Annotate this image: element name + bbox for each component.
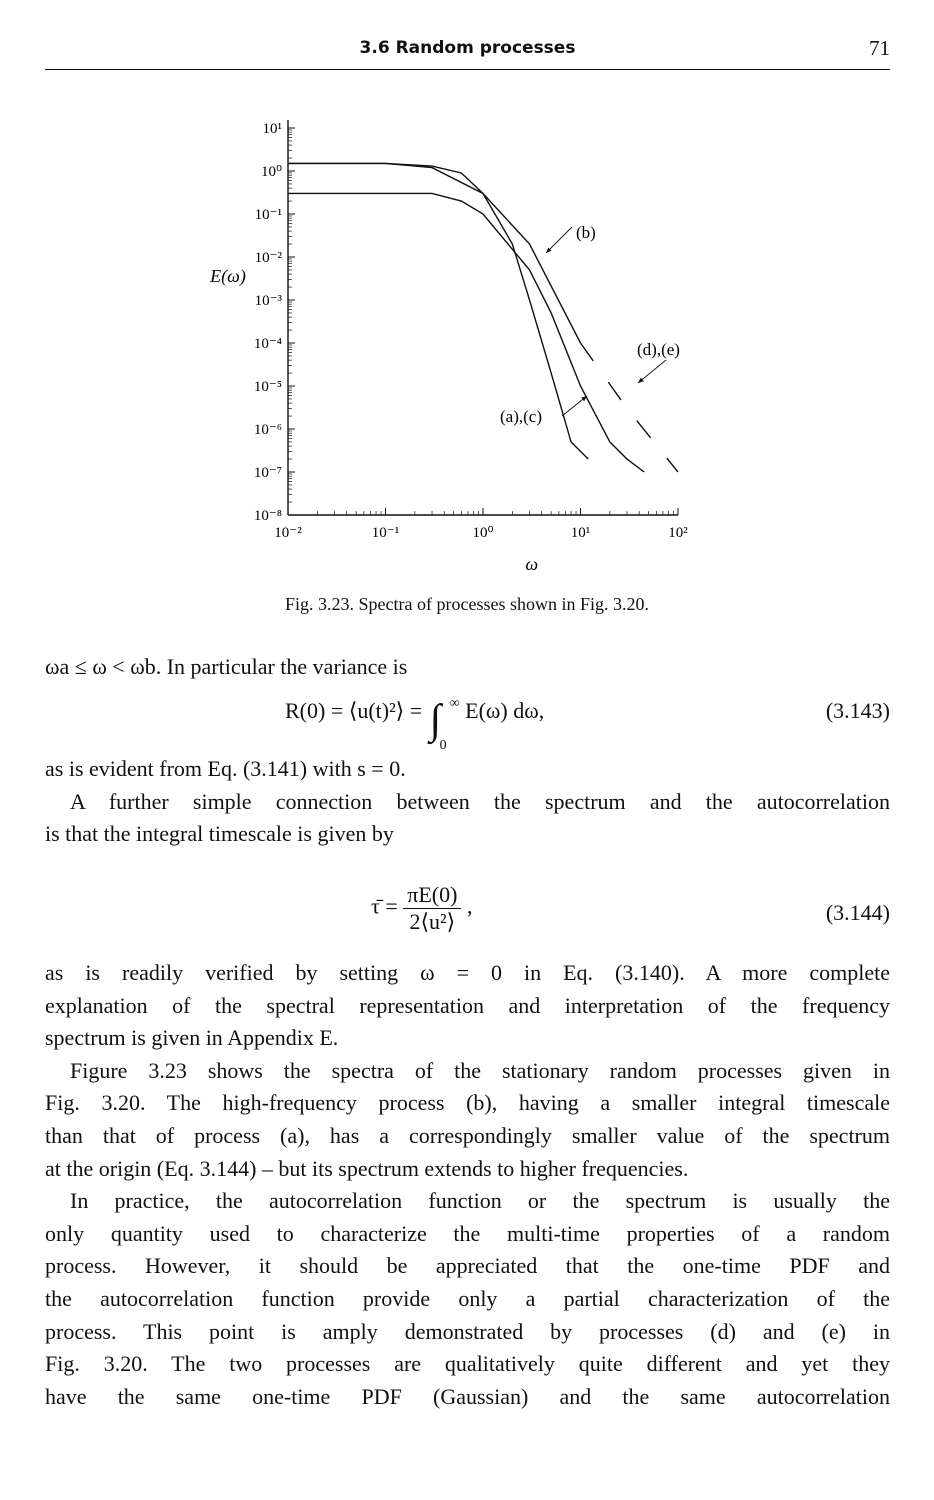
series-line-ac (288, 163, 588, 459)
body-block-2 (45, 753, 890, 851)
y-tick-label: 10⁰ (260, 164, 282, 180)
body-line: Fig. 3.20. The high-frequency process (b), having a smaller integral timescale (45, 1090, 890, 1116)
spectra-chart (200, 110, 780, 580)
eq-lhs: τ̄ = (371, 893, 404, 919)
body-block-1 (45, 651, 890, 684)
y-tick-label: 10⁻⁶ (253, 422, 282, 438)
page-number: 71 (869, 36, 890, 60)
body-line: than that of process (a), has a correspondingly smaller value of the spectrum (45, 1122, 890, 1148)
body-line: Fig. 3.20. The two processes are qualitatively quite different and yet they (45, 1351, 890, 1377)
body-block-3 (45, 957, 890, 1413)
equation-number: (3.144) (825, 900, 890, 925)
y-axis-label: E(ω) (210, 266, 246, 286)
eq-tail: , (466, 893, 473, 919)
series-line-de (288, 163, 581, 343)
body-line: at the origin (Eq. 3.144) – but its spectrum extends to higher frequencies. (45, 1155, 689, 1181)
body-line: have the same one-time PDF (Gaussian) and the same autocorrelation (45, 1383, 890, 1409)
equation-3-143 (45, 688, 890, 753)
body-line: is that the integral timescale is given by (45, 821, 394, 847)
running-head: 3.6 Random processes (359, 38, 576, 58)
equation-3-144 (45, 882, 890, 942)
eq-lhs: R(0) = ⟨u(t)²⟩ = (285, 698, 428, 723)
y-tick-label: 10⁻⁸ (253, 508, 282, 524)
fraction-numerator: πE(0) (403, 882, 461, 909)
body-line: process. This point is amply demonstrated by processes (d) and (e) in (45, 1318, 890, 1344)
body-line: as is evident from Eq. (3.141) with s = 0. (45, 756, 406, 781)
body-line: In practice, the autocorrelation function or the spectrum is usually the (70, 1188, 890, 1214)
header-rule (45, 69, 890, 70)
x-tick-label: 10¹ (570, 525, 591, 541)
y-tick-label: 10⁻⁴ (253, 336, 282, 352)
fraction-denominator: 2⟨u²⟩ (409, 909, 456, 934)
body-line: the autocorrelation function provide only a partial characterization of the (45, 1285, 890, 1311)
body-line: Figure 3.23 shows the spectra of the stationary random processes given in (70, 1057, 890, 1083)
curve-label: (d),(e) (637, 340, 680, 359)
fraction (403, 882, 461, 935)
figure-3-23 (200, 110, 780, 580)
integral-lower-limit: 0 (439, 738, 447, 753)
x-tick-label: 10⁻¹ (371, 525, 400, 541)
body-line: as is readily verified by setting ω = 0 in Eq. (3.140). A more complete (45, 960, 890, 985)
body-line: explanation of the spectral representation and interpretation of the frequency (45, 992, 890, 1018)
body-line: process. However, it should be appreciated that the one-time PDF and (45, 1253, 890, 1279)
y-tick-label: 10¹ (262, 121, 282, 137)
x-tick-label: 10⁰ (472, 525, 494, 541)
y-tick-label: 10⁻³ (254, 293, 282, 309)
x-tick-label: 10² (668, 525, 688, 541)
y-tick-label: 10⁻⁵ (253, 379, 282, 395)
x-tick-label: 10⁻² (274, 525, 302, 541)
curve-label: (b) (576, 223, 596, 242)
y-tick-label: 10⁻² (254, 250, 282, 266)
figure-caption: Fig. 3.23. Spectra of processes shown in Fig. 3.20. (285, 594, 649, 614)
page-header (45, 38, 890, 74)
x-axis-label: ω (525, 554, 539, 574)
body-line: spectrum is given in Appendix E. (45, 1025, 339, 1051)
integral-upper-limit: ∞ (449, 696, 460, 711)
body-line: ωa ≤ ω < ωb. In particular the variance is (45, 654, 408, 679)
equation-number: (3.143) (825, 698, 890, 723)
y-tick-label: 10⁻¹ (254, 207, 282, 223)
integral-sign: ∫ (429, 697, 442, 743)
body-line: only quantity used to characterize the multi-time properties of a random (45, 1220, 890, 1246)
curve-label: (a),(c) (500, 407, 542, 426)
y-tick-label: 10⁻⁷ (253, 465, 282, 481)
body-line: A further simple connection between the spectrum and the autocorrelation (70, 788, 890, 814)
eq-integrand: E(ω) dω, (465, 698, 545, 723)
